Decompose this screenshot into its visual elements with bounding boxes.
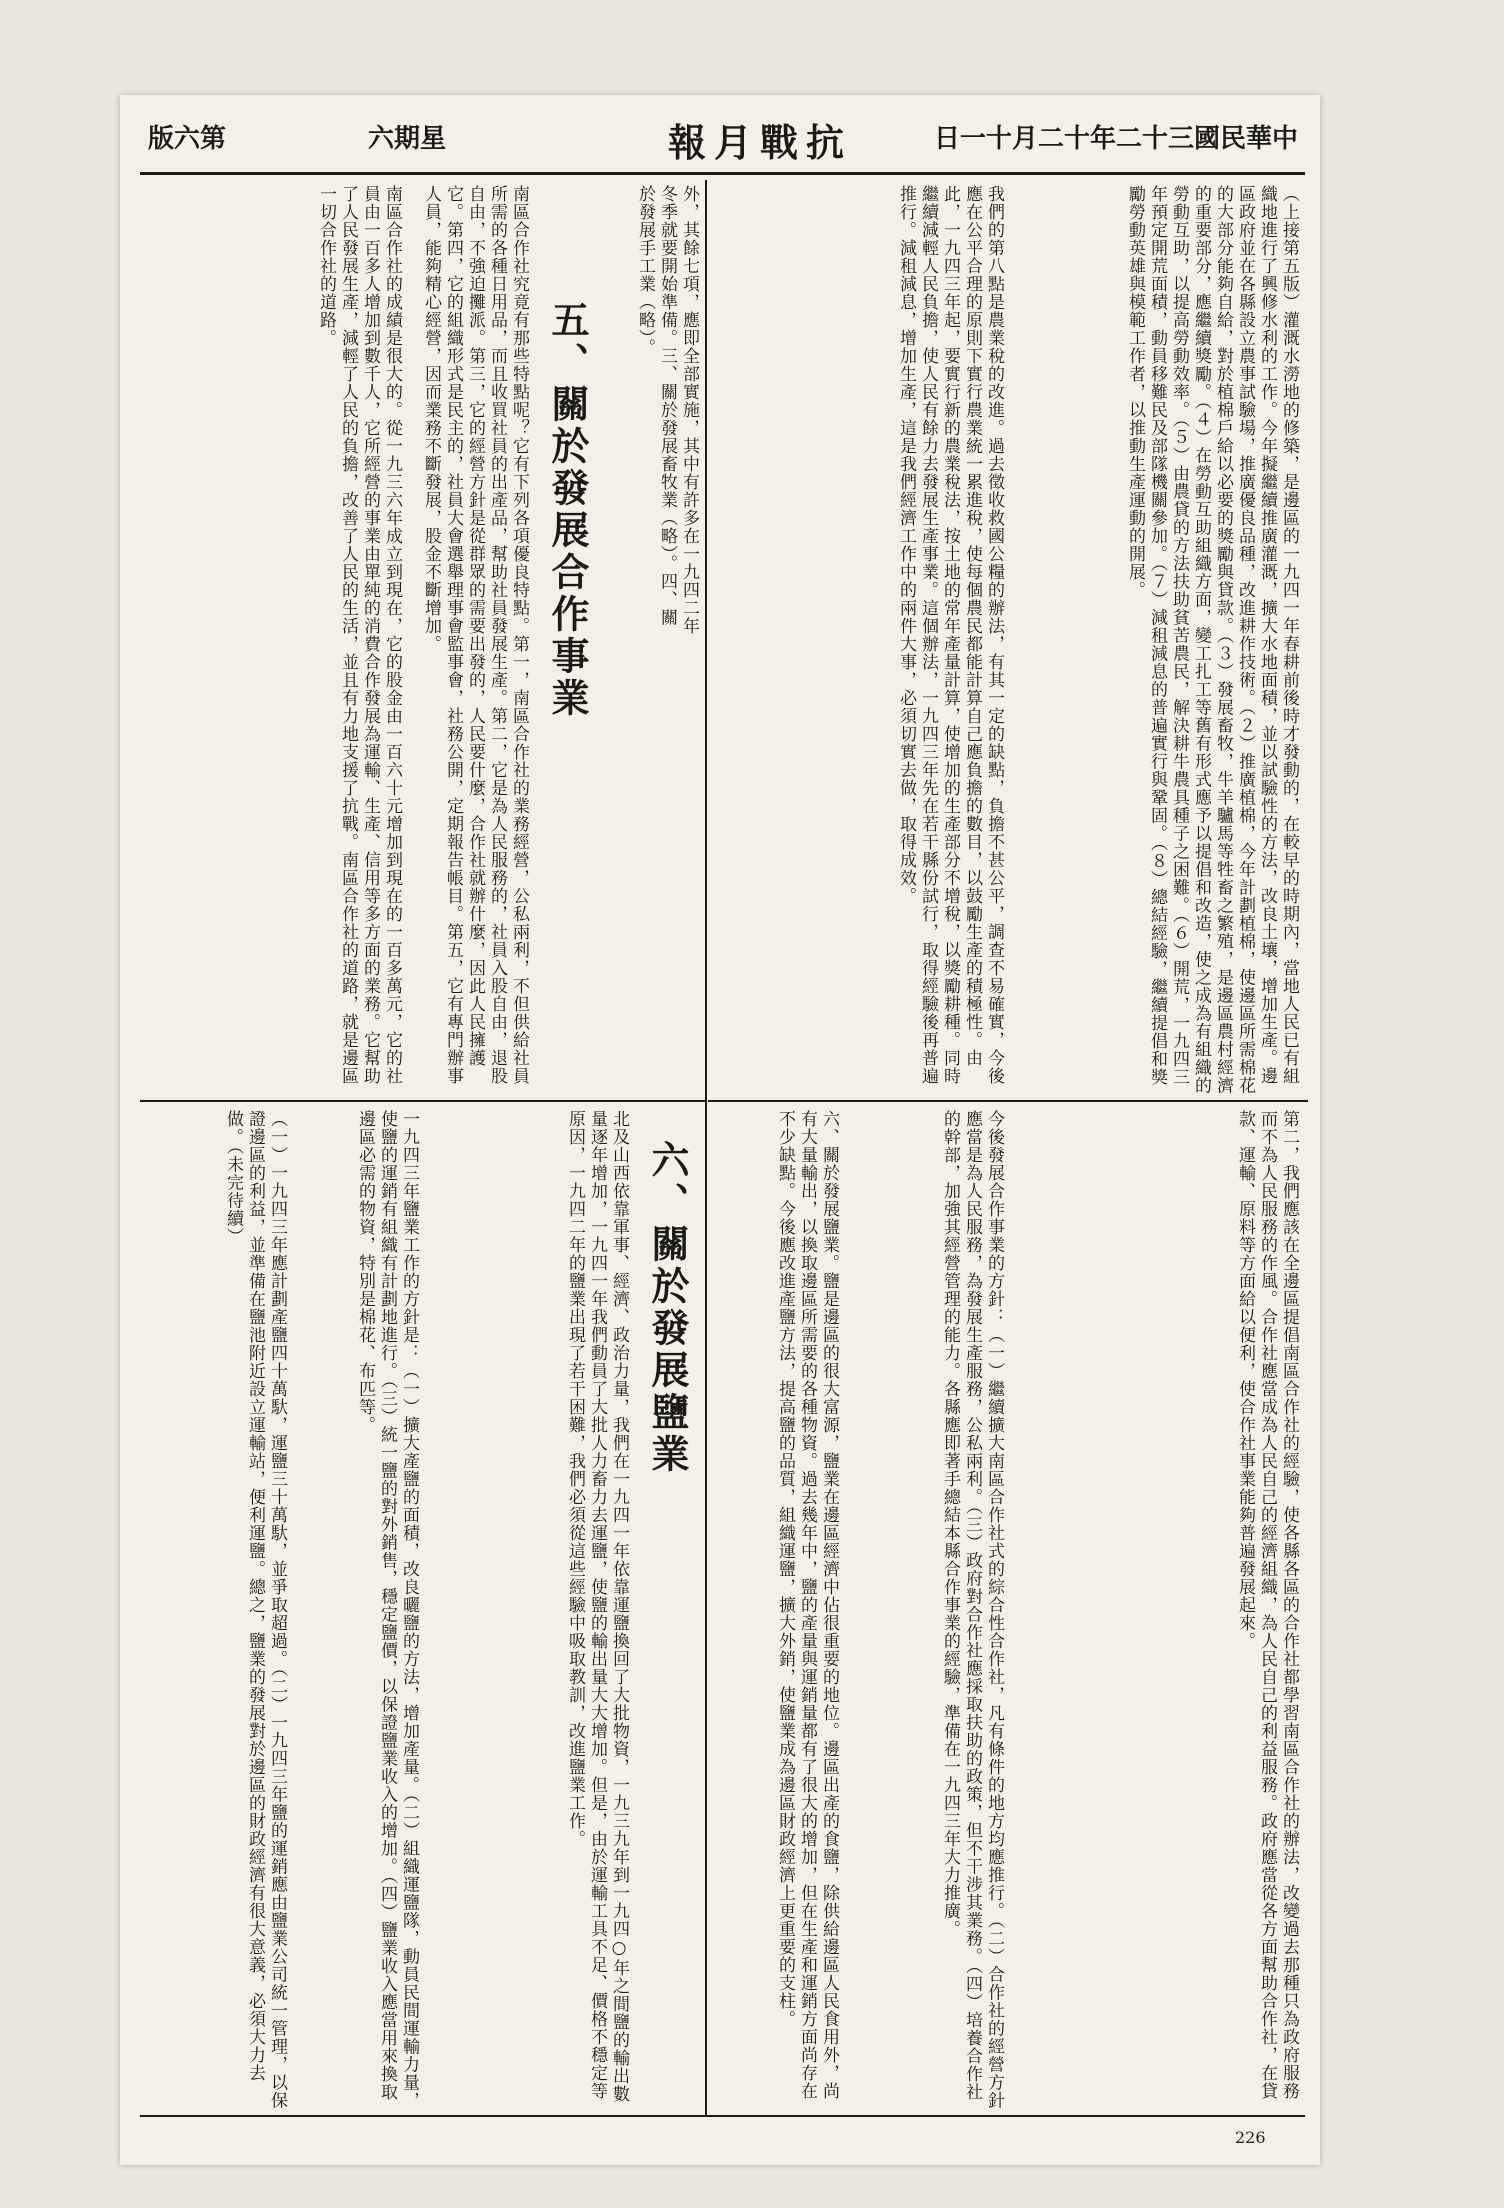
weekday-label: 六期星 xyxy=(368,124,447,154)
article-column: （上接第五版）灌溉水澇地的修築，是邊區的一九四一年春耕前後時才發動的，在較早的時期內，當地人民已有組織地進行了興修水利的工作。今年擬繼續推廣灌溉，擴大水地面積，並以試驗性的方法，改良土壤，增加生產。邊區政府並在各縣設立農事試驗場，推廣優良品種，改進耕作技術。（２）推廣植棉，今年計劃植棉，使邊區所需棉花的大部分能夠自給，對於植棉戶給以必要的獎勵與貸款。（３）發展畜牧，牛羊驢馬等牲畜之繁殖，是邊區農村經濟的重要部分，應繼續獎勵。（４）在勞動互助組織方面，變工扎工等舊有形式應予以提倡和改造，使之成為有組織的勞動互助，以提高勞動效率。（５）由農貸的方法扶助貧苦農民，解決耕牛農具種子之困難。（６）開荒，一九四三年預定開荒面積，動員移難民及部隊機關參加。（７）減租減息的普遍實行與鞏固。（８）總結經驗，繼續提倡和獎勵勞動英雄與模範工作者，以推動生產運動的開展。 xyxy=(1125,185,1299,1095)
row-divider-lower-right xyxy=(708,1100,1308,1102)
article-column: 南區合作社究竟有那些特點呢？它有下列各項優良特點。第一，南區合作社的業務經營，公私兩利，不但供給社員所需的各種日用品，而且收買社員的出產品，幫助社員發展生產。第二，它是為人民服務的，社員入股自由，退股自由，不強迫攤派。第三，它的經營方針是從群眾的需要出發的，人民要什麼，合作社就辦什麼，因此人民擁護它。第四，它的組織形式是民主的，社員大會選舉理事會監事會，社務公開，定期報告帳目。第五，它有專門辦事人員，能夠精心經營，因而業務不斷發展，股金不斷增加。 xyxy=(421,185,529,1085)
masthead-rule xyxy=(140,172,1305,175)
article-column: （一）一九四三年應計劃產鹽四十萬馱，運鹽三十萬馱，並爭取超過。（二）一九四三年鹽的運銷應由鹽業公司統一管理，以保證邊區的利益，並準備在鹽池附近設立運輸站，便利運鹽。總之，鹽業的發展對於邊區的財政經濟有很大意義，必須大力去做。（未完待續） xyxy=(223,1110,287,2110)
frame-bottom xyxy=(140,2115,1305,2117)
article-column: 一九四三年鹽業工作的方針是：（一）擴大產鹽的面積，改良曬鹽的方法，增加產量。（二）組織運鹽隊，動員民間運輸力量，使鹽的運銷有組織有計劃地進行。（三）統一鹽的對外銷售，穩定鹽價，以保證鹽業收入的增加。（四）鹽業收入應當用來換取邊區必需的物資，特別是棉花、布匹等。 xyxy=(355,1110,419,2110)
article-column: 第二，我們應該在全邊區提倡南區合作社的經驗，使各縣各區的合作社都學習南區合作社的辦法，改變過去那種只為政府服務而不為人民服務的作風。合作社應當成為人民自己的經濟組織，為人民自己的利益服務。政府應當從各方面幫助合作社，在貸款、運輸、原料等方面給以便利，使合作社事業能夠普遍發展起來。 xyxy=(1235,1110,1299,2100)
article-column: 北及山西依靠軍事、經濟、政治力量，我們在一九四一年依靠運鹽換回了大批物資，一九三九年到一九四○年之間鹽的輸出數量逐年增加，一九四一年我們動員了大批人力畜力去運鹽，使鹽的輸出量大大增加。但是，由於運輸工具不足、價格不穩定等原因，一九四二年的鹽業出現了若干困難，我們必須從這些經驗中吸取教訓，改進鹽業工作。 xyxy=(565,1110,629,2103)
article-column: 我們的第八點是農業稅的改進。過去徵收救國公糧的辦法，有其一定的缺點，負擔不甚公平，調查不易確實，今後應在公平合理的原則下實行農業統一累進稅，使每個農民都能計算自己應負擔的數目，以鼓勵生產的積極性。由此，一九四三年起，要實行新的農業稅法，按土地的常年產量計算，使增加的生產部分不增稅，以獎勵耕種。同時繼續減輕人民負擔，使人民有餘力去發展生產事業。這個辦法，一九四三年先在若干縣份試行，取得經驗後再普遍推行。減租減息，增加生產，這是我們經濟工作中的兩件大事，必須切實去做，取得成效。 xyxy=(896,185,1004,1085)
issue-date: 日一十月二十年二十三國民華中 xyxy=(933,124,1298,154)
masthead xyxy=(148,118,1298,166)
section-heading-cooperative: 五、關於發展合作事業 xyxy=(545,300,590,720)
section-heading-salt: 六、關於發展鹽業 xyxy=(645,1140,690,1476)
column-divider xyxy=(705,180,707,2115)
article-column: 南區合作社的成績是很大的。從一九三六年成立到現在，它的股金由一百六十元增加到現在的一百多萬元，它的社員由一百多人增加到數千人，它所經營的事業由單純的消費合作發展為運輸、生產、信用等多方面的業務。它幫助了人民發展生產，減輕了人民的負擔，改善了人民的生活，並且有力地支援了抗戰。南區合作社的道路，就是邊區一切合作社的道路。 xyxy=(316,185,402,1085)
newspaper-title: 報月戰抗 xyxy=(668,120,853,165)
page-label: 版六第 xyxy=(148,124,227,154)
article-column: 今後發展合作事業的方針：（一）繼續擴大南區合作社式的綜合性合作社，凡有條件的地方均應推行。（二）合作社的經營方針應當是為人民服務，為發展生產服務，公私兩利。（三）政府對合作社應採取扶助的政策，但不干涉其業務。（四）培養合作社的幹部，加強其經營管理的能力。各縣應即著手總結本縣合作事業的經驗，準備在一九四三年大力推廣。 xyxy=(940,1110,1004,2110)
page-number: 226 xyxy=(1235,2128,1266,2147)
article-column: 外，其餘七項，應即全部實施，其中有許多在一九四二年冬季就要開始準備。三、關於發展畜牧業（略）。四、關於發展手工業（略）。 xyxy=(635,185,699,635)
row-divider-lower-left xyxy=(140,1100,705,1102)
article-column: 六、關於發展鹽業。鹽是邊區的很大富源，鹽業在邊區經濟中佔很重要的地位。邊區出產的食鹽，除供給邊區人民食用外，尚有大量輸出，以換取邊區所需要的各種物資。過去幾年中，鹽的產量與運銷量都有了很大的增加，但在生產和運銷方面尚存在不少缺點。今後應改進產鹽方法，提高鹽的品質，組織運鹽，擴大外銷，使鹽業成為邊區財政經濟上更重要的支柱。 xyxy=(775,1110,839,2100)
